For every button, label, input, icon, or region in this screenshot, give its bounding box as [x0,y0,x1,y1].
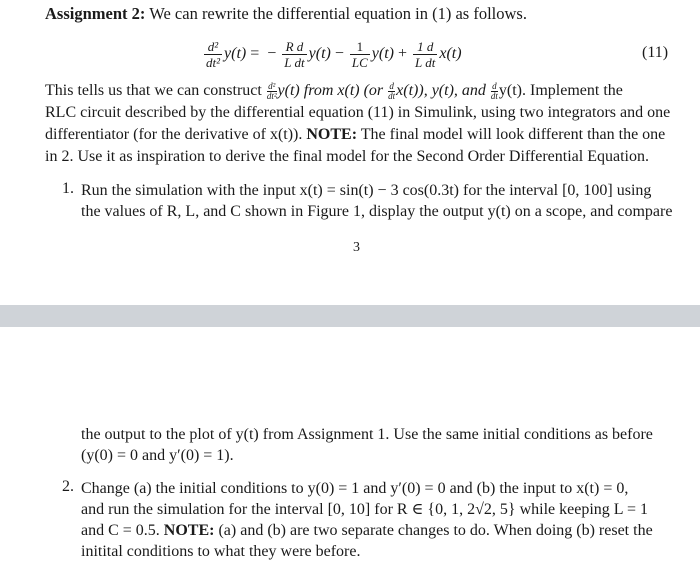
assignment-label: Assignment 2: [45,4,146,23]
ld-fraction: $\frac{1 d}{\text{L dt}}$ [415,38,436,70]
item-2-line-2: and run the simulation for the interval [0, 10] for R ∈ {0, 1, 2√2, 5} while keeping L = 1 [81,501,648,518]
item-2-line-4: initital conditions to what they were before. [81,543,361,560]
eq-x-term: x(t) [439,45,462,62]
lc-fraction: $\frac{1}{LC}$ [351,38,368,70]
item-1-line-2: the values of R, L, and C shown in Figure 1, display the output y(t) on a scope, and compare [81,203,673,220]
page-number: 3 [353,240,360,255]
paragraph-line-3: differentiator (for the derivative of x(t)). NOTE: The final model will look different than the one [45,126,666,143]
rd-fraction: $\frac{\text{R d}}{\text{L dt}}$ [284,38,305,70]
equation-number: (11) [642,44,669,61]
note-label-2: NOTE: [163,522,215,539]
item-1-number: 1. [62,180,74,197]
assignment-heading [45,4,527,24]
item-1-line-1: Run the simulation with the input x(t) = sin(t) − 3 cos(0.3t) for the interval [0, 100] using [81,182,652,199]
assignment-intro: We can rewrite the differential equation in (1) as follows. [149,4,527,23]
second-derivative-fraction: $\frac{\text{d²}}{\text{dt²}}$ [206,38,221,70]
item-2-number: 2. [62,478,74,495]
note-label: NOTE: [306,126,358,143]
paragraph-line-1: This tells us that we can construct $\frac{\text{d²}}{\text{dt²}}$ y(t) from x(t) (or $\frac{d}{dt}$ x(t)), y(t), and $\frac{d}{dt}$ y(t). Implement the [45,80,623,101]
item-2-line-1: Change (a) the initial conditions to y(0) = 1 and y′(0) = 0 and (b) the input to x(t) = 0, [81,480,629,497]
paragraph-line-2: RLC circuit described by the differential equation (11) in Simulink, using two integrators and one [45,104,671,121]
item-1-continuation-2: (y(0) = 0 and y′(0) = 1). [81,447,234,464]
page-separator [0,305,700,327]
differential-equation: $\frac{\text{d²}}{\text{dt²}}$ y(t) = − $\frac{\text{R d}}{\text{L dt}}$ y(t) − $\frac{1}{LC}$ y(t) + $\frac{1 d}{\text{L dt}}$ x(t) [206,38,462,70]
item-2-line-3: and C = 0.5. NOTE: (a) and (b) are two separate changes to do. When doing (b) reset the [81,522,653,539]
item-1-continuation-1: the output to the plot of y(t) from Assignment 1. Use the same initial conditions as before [81,426,653,443]
eq-y-term: y(t) [224,45,247,62]
paragraph-line-4: in 2. Use it as inspiration to derive the final model for the Second Order Differential Equation. [45,148,649,165]
